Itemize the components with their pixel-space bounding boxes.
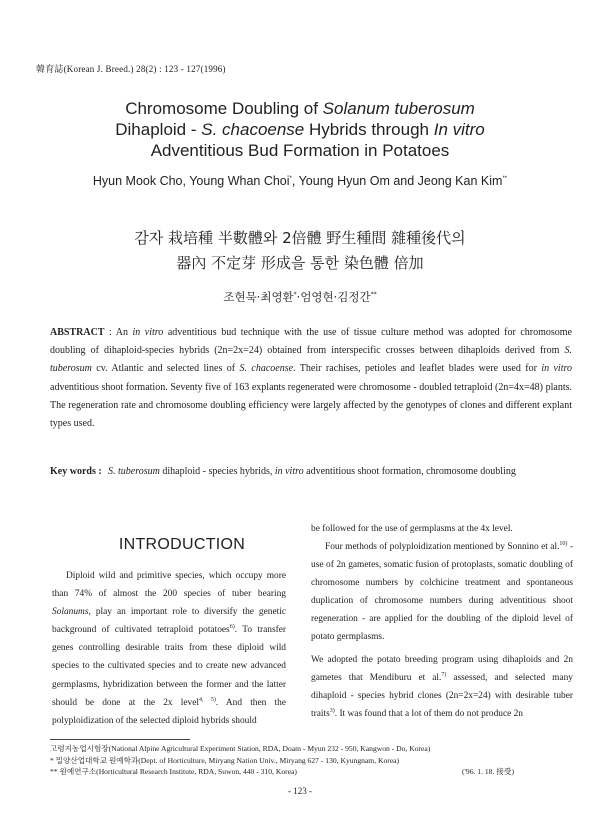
title-english <box>0 98 600 161</box>
footnote-divider <box>50 739 190 740</box>
footnote-affiliation-1: 고령지농업시험장(National Alpine Agricultural Experiment Station, RDA, Doam - Myun 232 - 950, Kangwon - Do, Korea) <box>50 744 431 753</box>
keywords-list: S. tuberosum dihaploid - species hybrids, in vitro adventitious shoot formation, chromosome doubling <box>108 466 516 477</box>
title-korean <box>0 226 600 276</box>
authors-english: Hyun Mook Cho, Young Whan Choi*, Young Hyun Om and Jeong Kan Kim** <box>92 174 508 188</box>
keywords-label: Key words : <box>50 466 102 477</box>
intro-left-column: Diploid wild and primitive species, which occupy more than 74% of almost the 200 species of tuber bearing Solanums, play an important role to diversify the genetic background of cultivated tetraploid potatoes$^{6)}$. To transfer genes controlling desirable traits from these diploid wild species to the cultivated species and to create new advanced germplasms, hybridization between the former and the latter should be done at the 2x level$^{4, 5)}$. And then the polyploidization of the selected diploid hybrids should <box>52 571 287 726</box>
intro-right-paragraph-1: Four methods of polyploidization mentioned by Sonnino et al.$^{10)}$ - use of 2n gametes, somatic fusion of protoplasts, somatic doubling of chromosome numbers by colchicine treatment and spontaneous duplication of chromosome numbers during adventitious shoot regeneration - are applied for the doubling of the diploid level of potato germplasms. <box>311 540 573 643</box>
authors-korean: 조현묵·최영환*·엄영현·김정간** <box>223 290 377 304</box>
abstract: ABSTRACT : An in vitro adventitious bud technique with the use of tissue culture method was adopted for chromosome doubling of dihaploid-species hybrids (2n=2x=24) obtained from interspecific crosses between dihaploids derived from S. tuberosum cv. Atlantic and selected lines of S. chacoense. Their rachises, petioles and leaflet blades were used for in vitro adventitious shoot formation. Seventy five of 163 explants regenerated were chromosome - doubled tetraploid (2n=4x=48) plants. The regeneration rate and chromosome doubling efficiency were largely affected by the genotypes of clones and different explant types used. <box>50 327 573 430</box>
abstract-label: ABSTRACT <box>50 327 105 338</box>
page-number: - 123 - <box>288 786 312 796</box>
title-korean-line-2: 器內 不定芽 形成을 통한 染色體 倍加 <box>176 254 424 272</box>
footnote-affiliation-2: * 밀양산업대학교 원예학과(Dept. of Horticulture, Miryang Nation Univ., Miryang 627 - 130, Kyungnam, Korea) <box>50 755 400 765</box>
intro-right-paragraph-2: We adopted the potato breeding program using dihaploids and 2n gametes that Mendiburu et al.$^{7)}$ assessed, and selected many dihaploid - species hybrid clones (2n=2x=24) with desirable tuber traits$^{3)}$. It was found that a lot of them do not produce 2n <box>311 655 573 720</box>
title-line-1: Chromosome Doubling of Solanum tuberosum <box>125 99 475 118</box>
intro-right-column-continuation: be followed for the use of germplasms at the 4x level. <box>311 524 513 534</box>
title-korean-line-1: 감자 栽培種 半數體와 2倍體 野生種間 雜種後代의 <box>134 229 466 247</box>
keywords <box>50 464 572 480</box>
received-date: ('96. 1. 18. 接受) <box>462 767 514 776</box>
footnote-affiliation-3: ** 원예연구소(Horticultural Research Institute, RDA, Suwon, 440 - 310, Korea) <box>50 767 297 777</box>
title-line-2: Dihaploid - S. chacoense Hybrids through In vitro <box>115 120 485 139</box>
journal-citation: 韓育誌(Korean J. Breed.) 28(2) : 123 - 127(1996) <box>36 64 226 74</box>
section-heading-introduction: INTRODUCTION <box>118 536 246 553</box>
title-line-3: Adventitious Bud Formation in Potatoes <box>150 141 450 160</box>
